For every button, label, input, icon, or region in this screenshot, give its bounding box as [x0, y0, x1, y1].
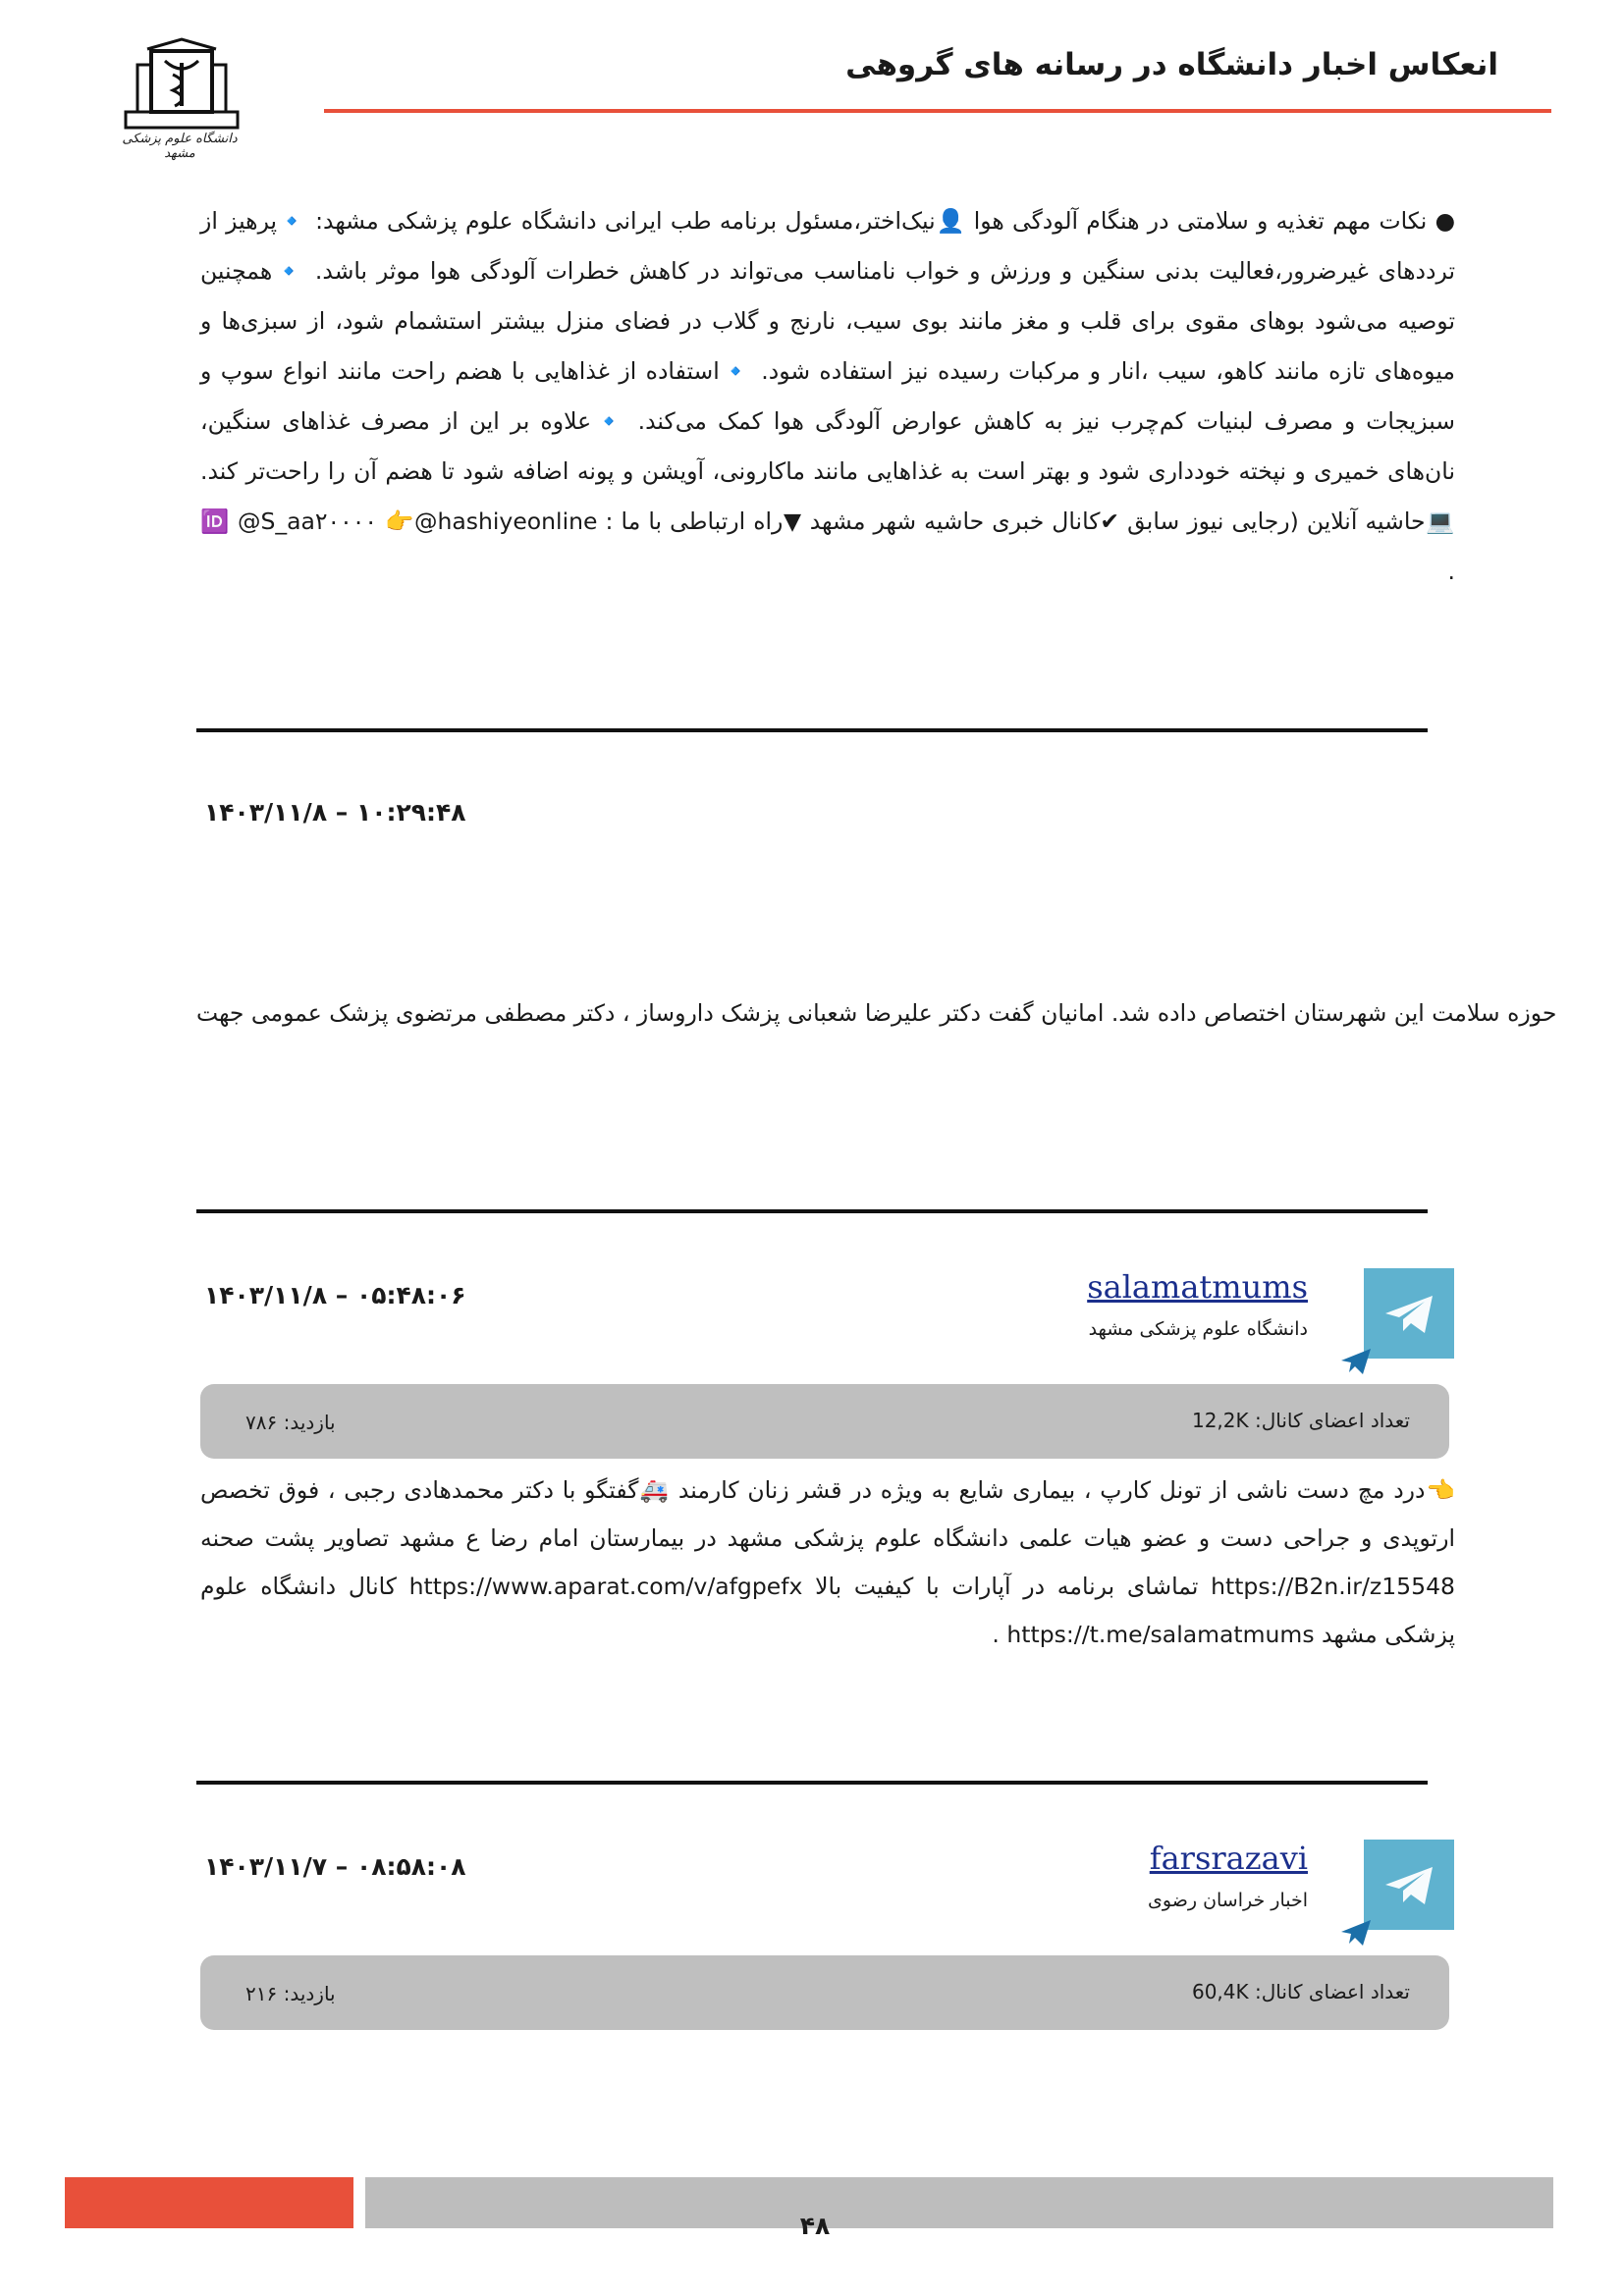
post-timestamp: ۱۴۰۳/۱۱/۷ – ۰۸:۵۸:۰۸ [204, 1852, 466, 1881]
channel-stats-bar [200, 1384, 1449, 1459]
telegram-icon [1364, 1268, 1454, 1359]
channel-name-link[interactable]: salamatmums [1087, 1268, 1308, 1306]
logo-caption: دانشگاه علوم پزشکی مشهد [122, 132, 238, 161]
header-rule [324, 109, 1551, 113]
channel-description: دانشگاه علوم پزشکی مشهد [1088, 1318, 1308, 1340]
channel-description: اخبار خراسان رضوی [1148, 1890, 1308, 1911]
channel-name-link[interactable]: farsrazavi [1149, 1840, 1308, 1877]
post-timestamp: ۱۴۰۳/۱۱/۸ – ۰۵:۴۸:۰۶ [204, 1281, 466, 1309]
post-timestamp: ۱۴۰۳/۱۱/۸ – ۱۰:۲۹:۴۸ [204, 798, 466, 827]
channel-stats-bar [200, 1955, 1449, 2030]
page-title: انعکاس اخبار دانشگاه در رسانه های گروهی [845, 47, 1498, 82]
footer-bar [365, 2177, 1553, 2228]
footer-accent-bar [65, 2177, 353, 2228]
telegram-send-icon [1339, 1347, 1373, 1376]
members-count: تعداد اعضای کانال: 12,2K [1191, 1409, 1410, 1432]
divider [196, 728, 1428, 732]
divider [196, 1209, 1428, 1213]
telegram-icon [1364, 1840, 1454, 1930]
post-text: حوزه سلامت این شهرستان اختصاص داده شد. امانیان گفت دکتر علیرضا شعبانی پزشک داروساز ، دکتر مصطفی مرتضوی پزشک عمومی جهت [196, 999, 1557, 1027]
divider [196, 1781, 1428, 1785]
telegram-send-icon [1339, 1918, 1373, 1948]
page-number: ۴۸ [799, 2212, 831, 2240]
views-count: بازدید: ۷۸۶ [245, 1411, 336, 1434]
members-count: تعداد اعضای کانال: 60,4K [1191, 1980, 1410, 2003]
post-text: 👈درد مچ دست ناشی از تونل کارپ ، بیماری شایع به ویژه در قشر زنان کارمند 🚑گفتگو با دکتر محمدهادی رجبی ، فوق تخصص ارتوپدی و جراحی دست و عضو هیات علمی دانشگاه علوم پزشکی مشهد در بیمارستان امام رضا ع مشهد تصاویر پشت صحنه https://B2n.ir/z15548 تماشای برنامه در آپارات با کیفیت بالا https://www.aparat.com/v/afgpefx کانال دانشگاه علوم پزشکی مشهد https://t.me/salamatmums . [200, 1476, 1455, 1648]
views-count: بازدید: ۲۱۶ [245, 1982, 336, 2005]
post-text: ● نکات مهم تغذیه و سلامتی در هنگام آلودگی هوا 👤نیک‌اختر،مسئول برنامه طب ایرانی دانشگاه علوم پزشکی مشهد: 🔹پرهیز از ترددهای غیرضرور،فعالیت بدنی سنگین و ورزش و خواب نامناسب می‌تواند در کاهش خطرات آلودگی هوا موثر باشد. 🔹همچنین توصیه می‌شود بوهای مقوی برای قلب و مغز مانند بوی سیب، نارنج و گلاب در فضای منزل بیشتر استشمام شود، از سبزی‌ها و میوه‌های تازه مانند کاهو، سیب ،انار و مرکبات رسیده نیز استفاده شود. 🔹استفاده از غذاهایی با هضم راحت مانند انواع سوپ و سبزیجات و مصرف لبنیات کم‌چرب نیز به کاهش عوارض آلودگی هوا کمک می‌کند. 🔹علاوه بر این از مصرف غذاهای سنگین، نان‌های خمیری و نپخته خودداری شود و بهتر است به غذاهایی مانند ماکارونی، آویشن و پونه اضافه شود تا هضم آن را راحت‌تر کند. 💻حاشیه آنلاین (رجایی نیوز سابق ✔کانال خبری حاشیه شهر مشهد ▼راه ارتباطی با ما : 🆔 @S_aa۲۰۰۰۰ 👉@hashiyeonline . [200, 207, 1455, 585]
